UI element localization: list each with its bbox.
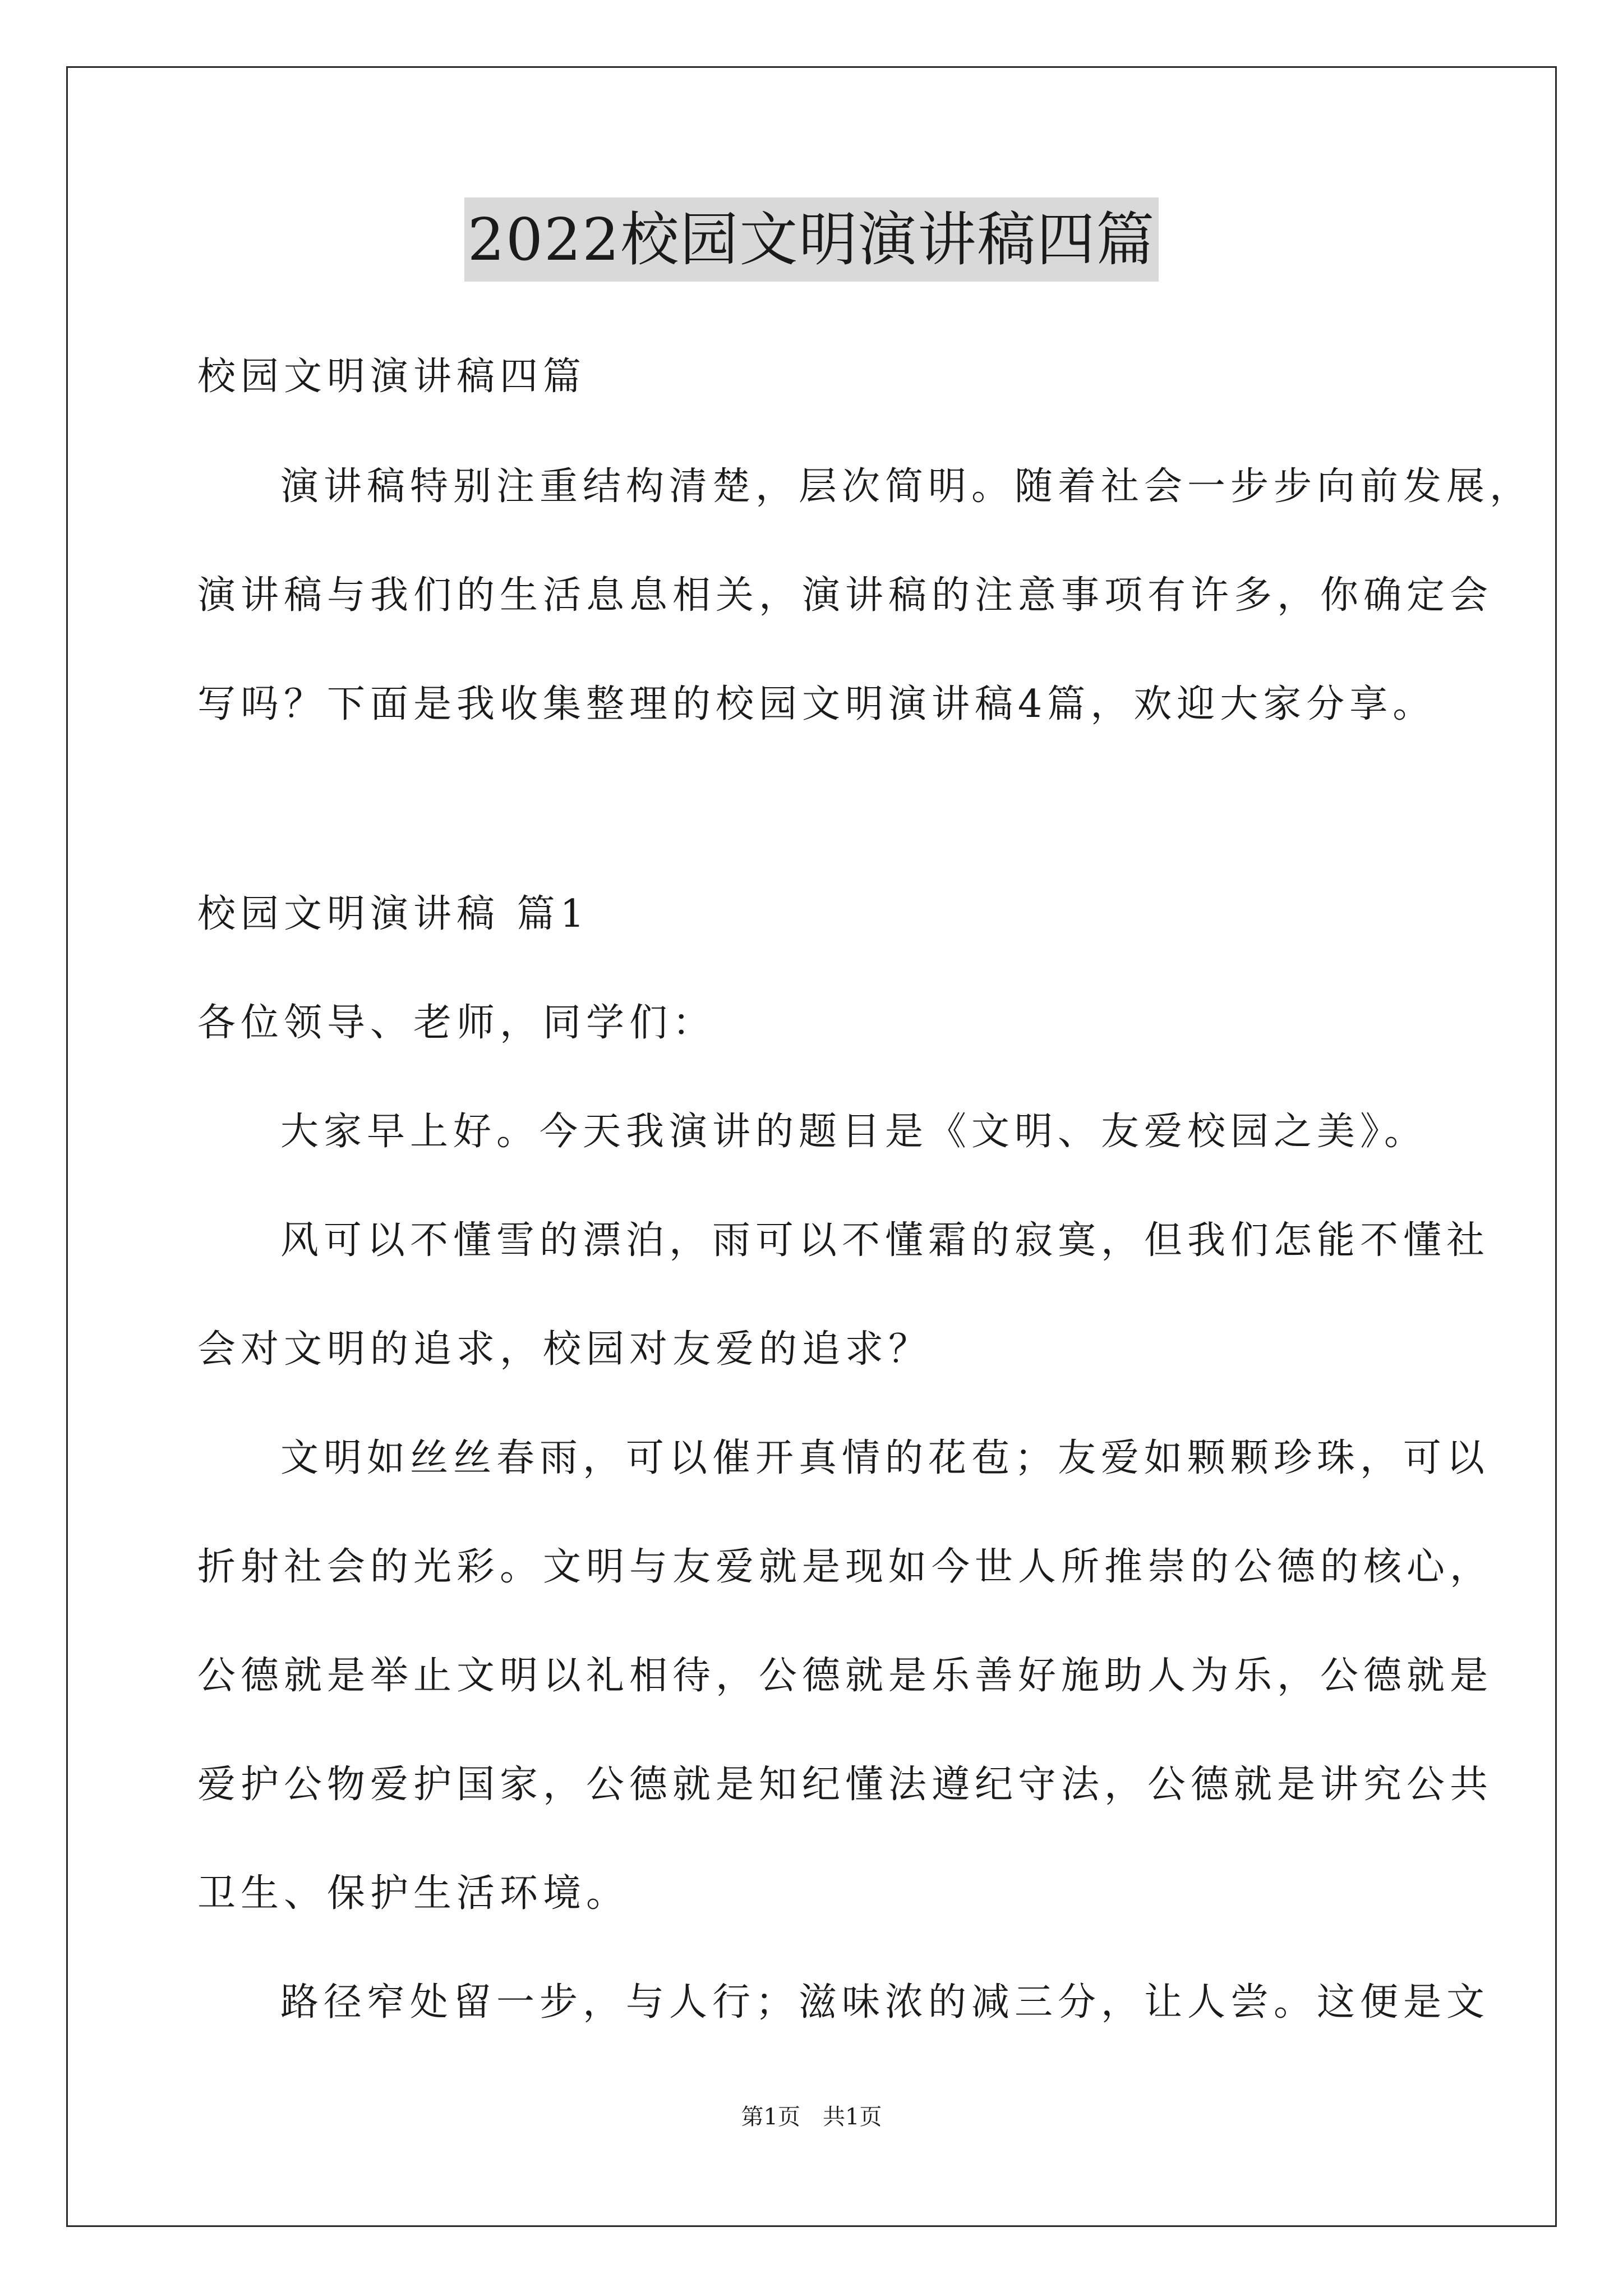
body-line-5: 折射社会的光彩。文明与友爱就是现如今世人所推崇的公德的核心， [197, 1545, 1493, 1589]
body-line-8: 卫生、保护生活环境。 [197, 1871, 630, 1916]
body-line-9: 路径窄处留一步，与人行；滋味浓的减三分，让人尝。这便是文 [280, 1980, 1490, 2024]
intro-line-3: 写吗？下面是我收集整理的校园文明演讲稿4篇，欢迎大家分享。 [197, 682, 1436, 726]
body-line-1: 大家早上好。今天我演讲的题目是《文明、友爱校园之美》。 [280, 1110, 1428, 1154]
body-line-4: 文明如丝丝春雨，可以催开真情的花苞；友爱如颗颗珍珠，可以 [280, 1436, 1490, 1480]
title-container [0, 197, 1623, 282]
body-line-2: 风可以不懂雪的漂泊，雨可以不懂霜的寂寞，但我们怎能不懂社 [280, 1218, 1490, 1263]
body-line-6: 公德就是举止文明以礼相待，公德就是乐善好施助人为乐，公德就是 [197, 1654, 1493, 1698]
salutation-line: 各位领导、老师，同学们： [197, 1001, 716, 1045]
subtitle-line: 校园文明演讲稿四篇 [197, 355, 587, 399]
page-number-total: 共1页 [823, 2104, 882, 2130]
page-footer [0, 2100, 1623, 2134]
body-line-7: 爱护公物爱护国家，公德就是知纪懂法遵纪守法，公德就是讲究公共 [197, 1763, 1493, 1807]
document-title: 2022校园文明演讲稿四篇 [464, 197, 1159, 282]
body-line-3: 会对文明的追求，校园对友爱的追求？ [197, 1327, 932, 1372]
intro-line-1: 演讲稿特别注重结构清楚，层次简明。随着社会一步步向前发展， [280, 464, 1533, 509]
section-heading: 校园文明演讲稿 篇1 [197, 892, 589, 936]
intro-line-2: 演讲稿与我们的生活息息相关，演讲稿的注意事项有许多，你确定会 [197, 573, 1493, 618]
page-number-current: 第1页 [741, 2104, 800, 2130]
